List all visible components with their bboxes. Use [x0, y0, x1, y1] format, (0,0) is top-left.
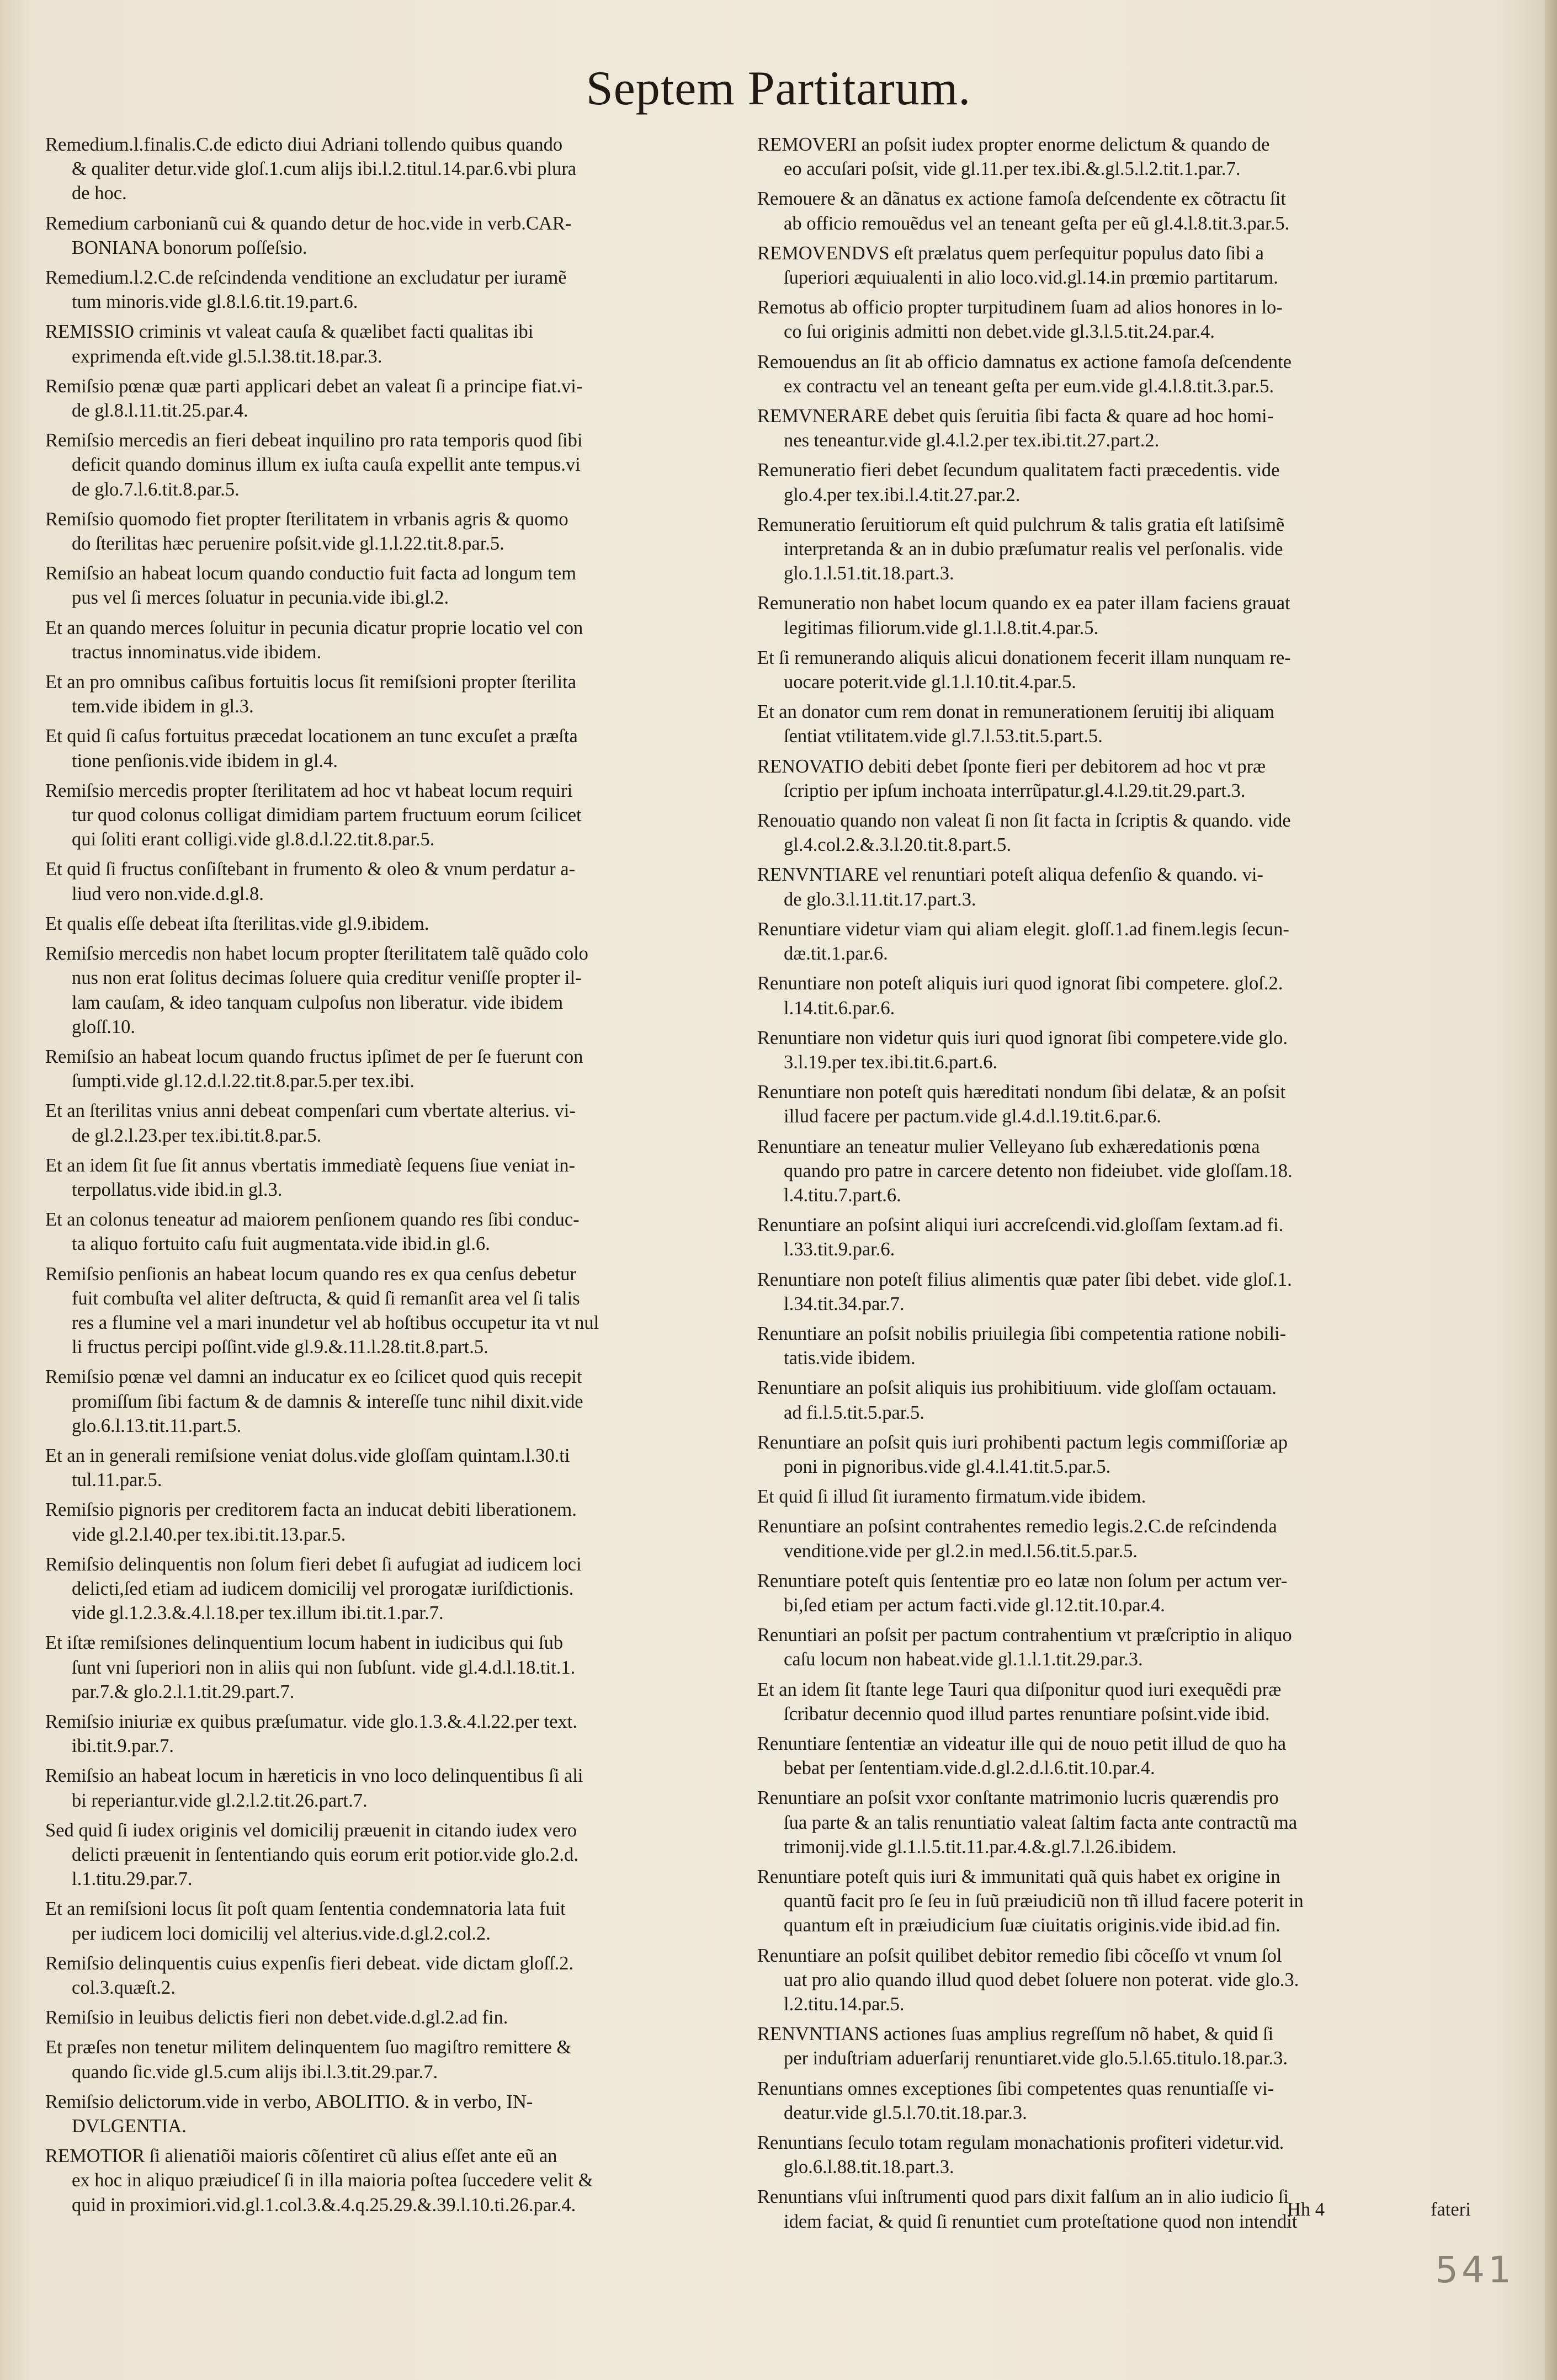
entry-line: quid in proximiori.vid.gl.1.col.3.&.4.q.25.29.&.39.l.10.ti.26.par.4.: [72, 2194, 576, 2216]
entry-line: tul.11.par.5.: [72, 1469, 162, 1491]
entry-line: tum minoris.vide gl.8.l.6.tit.19.part.6.: [72, 291, 358, 313]
entry-line: Et an pro omnibus caſibus fortuitis locus ſit remiſsioni propter ſterilita: [45, 672, 577, 693]
entry-line: REMOVENDVS eſt prælatus quem perſequitur populus dato ſibi a: [757, 242, 1264, 264]
entry-line: Renuntiare an poſsit aliquis ius prohibitiuum. vide gloſſam octauam.: [757, 1377, 1277, 1399]
entry-line: do ſterilitas hæc peruenire poſsit.vide gl.1.l.22.tit.8.par.5.: [72, 533, 504, 555]
entry-line: terpollatus.vide ibid.in gl.3.: [72, 1179, 283, 1200]
index-entry: [45, 1897, 746, 1945]
entry-line: ſcribatur decennio quod illud partes renuntiare poſsint.vide ibid.: [784, 1703, 1270, 1724]
entry-line: quantum eſt in præiudicium ſuæ ciuitatis originis.vide ibid.ad fin.: [784, 1915, 1280, 1936]
index-entry: [757, 1213, 1491, 1261]
entry-line: ſcriptio per ipſum inchoata interrũpatur.gl.4.l.29.tit.29.part.3.: [784, 780, 1246, 801]
entry-line: poni in pignoribus.vide gl.4.l.41.tit.5.par.5.: [784, 1456, 1111, 1477]
entry-line: Sed quid ſi iudex originis vel domicilij præuenit in citando iudex vero: [45, 1819, 577, 1841]
entry-line: Renuntians omnes exceptiones ſibi competentes quas renuntiaſſe vi-: [757, 2078, 1274, 2099]
entry-line: Et an ſterilitas vnius anni debeat compenſari cum vbertate alterius. vi-: [45, 1100, 576, 1122]
index-entry: [45, 1818, 746, 1892]
entry-line: gl.4.col.2.&.3.l.20.tit.8.part.5.: [784, 834, 1012, 856]
index-entry: [45, 428, 746, 502]
index-entry: [757, 700, 1491, 748]
entry-line: ad fi.l.5.tit.5.par.5.: [784, 1402, 924, 1423]
index-entry: [757, 646, 1491, 694]
entry-line: qui ſoliti erant colligi.vide gl.8.d.l.22.tit.8.par.5.: [72, 829, 435, 850]
index-entry: [757, 458, 1491, 507]
index-entry: [757, 1514, 1491, 1563]
index-entry: [45, 1365, 746, 1438]
entry-line: Renuntiare non poteſt filius alimentis quæ pater ſibi debet. vide gloſ.1.: [757, 1269, 1292, 1290]
index-entry: [45, 1045, 746, 1093]
index-entry: [45, 912, 746, 936]
entry-line: ta aliquo fortuito caſu fuit augmentata.vide ibid.in gl.6.: [72, 1233, 490, 1255]
entry-line: Remiſsio pœnæ vel damni an inducatur ex eo ſcilicet quod quis recepit: [45, 1366, 582, 1388]
entry-line: Renouatio quando non valeat ſi non ſit facta in ſcriptis & quando. vide: [757, 810, 1291, 832]
index-entry: [757, 187, 1491, 235]
entry-line: glo.1.l.51.tit.18.part.3.: [784, 563, 954, 584]
index-entry: [45, 211, 746, 260]
entry-line: Renuntiare poteſt quis ſententiæ pro eo latæ non ſolum per actum ver-: [757, 1570, 1288, 1591]
entry-line: Remiſsio mercedis propter ſterilitatem ad hoc vt habeat locum requiri: [45, 780, 573, 801]
entry-line: Remouere & an dãnatus ex actione famoſa deſcendente ex cõtractu ſit: [757, 188, 1286, 210]
entry-line: deficit quando dominus illum ex iuſta cauſa expellit ante tempus.vi: [72, 454, 581, 476]
entry-line: Et an in generali remiſsione veniat dolus.vide gloſſam quintam.l.30.ti: [45, 1445, 570, 1466]
entry-line: Et quid ſi fructus conſiſtebant in frumento & oleo & vnum perdatur a-: [45, 859, 576, 880]
entry-line: par.7.& glo.2.l.1.tit.29.part.7.: [72, 1681, 295, 1702]
entry-line: res a flumine vel a mari inundetur vel ab hoſtibus occupetur ita vt nul: [72, 1312, 599, 1333]
entry-line: Remiſsio mercedis non habet locum propter ſterilitatem talẽ quãdo colo: [45, 943, 588, 965]
index-entry: [45, 374, 746, 423]
index-entry: [45, 1552, 746, 1626]
entry-line: ſua parte & an talis renuntiatio valeat ſaltim facta ante contractũ ma: [784, 1812, 1298, 1833]
index-entry: [45, 507, 746, 556]
entry-line: de gl.8.l.11.tit.25.par.4.: [72, 400, 248, 422]
entry-line: Remiſsio delinquentis cuius expenſis fieri debeat. vide dictam gloſſ.2.: [45, 1952, 574, 1974]
entry-line: Renuntiare ſententiæ an videatur ille qui de nouo petit illud de quo ha: [757, 1733, 1287, 1754]
entry-line: Remiſsio an habeat locum quando fructus ipſimet de per ſe fuerunt con: [45, 1046, 583, 1067]
entry-line: per iudicem loci domicilij vel alterius.vide.d.gl.2.col.2.: [72, 1923, 491, 1944]
index-entry: [757, 1135, 1491, 1208]
index-entry: [757, 971, 1491, 1020]
index-entry: [45, 857, 746, 906]
entry-line: ex hoc in aliquo præiudiceſ ſi in illa maioria poſtea ſuccedere velit &: [72, 2170, 593, 2191]
entry-line: tur quod colonus colligat dimidiam partem fructuum eorum ſcilicet: [72, 805, 582, 826]
entry-line: REMOVERI an poſsit iudex propter enorme delictum & quando de: [757, 134, 1270, 155]
entry-line: Remotus ab officio propter turpitudinem ſuam ad alios honores in lo-: [757, 297, 1283, 318]
entry-line: per induſtriam aduerſarij renuntiaret.vide glo.5.l.65.titulo.18.par.3.: [784, 2048, 1288, 2069]
entry-line: promiſſum ſibi factum & de damnis & intereſſe tunc nihil dixit.vide: [72, 1391, 583, 1412]
index-entry: [45, 1099, 746, 1147]
entry-line: tem.vide ibidem in gl.3.: [72, 696, 254, 717]
entry-line: Remiſsio in leuibus delictis fieri non debet.vide.d.gl.2.ad fin.: [45, 2007, 508, 2028]
entry-line: pus vel ſi merces ſoluatur in pecunia.vide ibi.gl.2.: [72, 587, 449, 609]
entry-line: RENOVATIO debiti debet ſponte fieri per debitorem ad hoc vt præ: [757, 755, 1266, 777]
entry-line: Remouendus an ſit ab officio damnatus ex actione famoſa deſcendente: [757, 351, 1292, 372]
index-entry: [45, 132, 746, 206]
index-entry: [45, 2005, 746, 2030]
index-entry: [757, 1484, 1491, 1509]
index-entry: [757, 917, 1491, 966]
entry-line: Remedium.l.finalis.C.de edicto diui Adriani tollendo quibus quando: [45, 134, 563, 155]
entry-line: Et quid ſi caſus fortuitus præcedat locationem an tunc excuſet a præſta: [45, 726, 578, 747]
entry-line: Renuntiare an poſsit vxor conſtante matrimonio lucris quærendis pro: [757, 1787, 1279, 1809]
entry-line: Renuntiare non poteſt aliquis iuri quod ignorat ſibi competere. gloſ.2.: [757, 973, 1283, 994]
index-entry: [757, 2131, 1491, 2179]
index-entry: [757, 2022, 1491, 2070]
catchword: fateri: [1431, 2199, 1471, 2220]
entry-line: Remiſsio pignoris per creditorem facta an inducat debiti liberationem.: [45, 1499, 577, 1521]
entry-line: quantũ facit pro ſe ſeu in ſuũ præiudiciũ non tñ illud facere poterit in: [784, 1891, 1304, 1912]
entry-line: l.14.tit.6.par.6.: [784, 997, 895, 1019]
entry-line: tione penſionis.vide ibidem in gl.4.: [72, 750, 338, 771]
entry-line: l.33.tit.9.par.6.: [784, 1239, 895, 1260]
entry-line: col.3.quæſt.2.: [72, 1977, 176, 1999]
entry-line: de gl.2.l.23.per tex.ibi.tit.8.par.5.: [72, 1125, 322, 1146]
index-entry: [45, 2035, 746, 2084]
index-entry: [45, 670, 746, 718]
entry-line: ibi.tit.9.par.7.: [72, 1735, 174, 1757]
entry-line: venditione.vide per gl.2.in med.l.56.tit.5.par.5.: [784, 1540, 1138, 1562]
entry-line: glo.6.l.88.tit.18.part.3.: [784, 2157, 954, 2178]
entry-line: Renuntiare an teneatur mulier Velleyano ſub exhæredationis pœna: [757, 1136, 1260, 1157]
entry-line: Renuntians vſui inſtrumenti quod pars dixit falſum an in alio iudicio ſi: [757, 2186, 1289, 2208]
entry-line: Et an colonus teneatur ad maiorem penſionem quando res ſibi conduc-: [45, 1209, 580, 1231]
entry-line: REMVNERARE debet quis ſeruitia ſibi facta & quare ad hoc homi-: [757, 406, 1274, 427]
entry-line: illud facere per pactum.vide gl.4.d.l.19.tit.6.par.6.: [784, 1106, 1162, 1127]
entry-line: ex contractu vel an teneant geſta per eum.vide gl.4.l.8.tit.3.par.5.: [784, 375, 1274, 397]
index-entry: [45, 1764, 746, 1812]
index-entry: [45, 1153, 746, 1202]
right-column: [757, 132, 1491, 2239]
entry-line: Et ſi remunerando aliquis alicui donationem fecerit illam nunquam re-: [757, 647, 1291, 668]
entry-line: Renuntians ſeculo totam regulam monachationis profiteri videtur.vid.: [757, 2132, 1284, 2154]
entry-line: Remiſsio pœnæ quæ parti applicari debet an valeat ſi a principe fiat.vi-: [45, 375, 583, 397]
entry-line: exprimenda eſt.vide gl.5.l.38.tit.18.par.3.: [72, 345, 382, 367]
entry-line: deatur.vide gl.5.l.70.tit.18.par.3.: [784, 2102, 1027, 2123]
entry-line: uocare poterit.vide gl.1.l.10.tit.4.par.5.: [784, 672, 1076, 693]
index-entry: [757, 350, 1491, 398]
index-entry: [45, 1631, 746, 1704]
index-entry: [45, 265, 746, 314]
entry-line: Et qualis eſſe debeat iſta ſterilitas.vide gl.9.ibidem.: [45, 913, 429, 934]
index-entry: [45, 2144, 746, 2217]
entry-line: quando pro patre in carcere detento non fideiubet. vide gloſſam.18.: [784, 1160, 1293, 1181]
entry-line: Remuneratio fieri debet ſecundum qualitatem facti præcedentis. vide: [757, 460, 1280, 481]
index-entry: [757, 1678, 1491, 1726]
entry-line: de glo.7.l.6.tit.8.par.5.: [72, 478, 240, 500]
entry-line: 3.l.19.per tex.ibi.tit.6.part.6.: [784, 1051, 998, 1073]
index-entry: [757, 1865, 1491, 1938]
entry-line: Renuntiare an poſsit quis iuri prohibenti pactum legis commiſſoriæ ap: [757, 1431, 1288, 1453]
index-entry: [757, 2076, 1491, 2125]
entry-line: Et an remiſsioni locus ſit poſt quam ſententia condemnatoria lata fuit: [45, 1898, 566, 1920]
entry-line: interpretanda & an in dubio præſumatur realis vel perſonalis. vide: [784, 539, 1283, 560]
entry-line: REMISSIO criminis vt valeat cauſa & quælibet facti qualitas ibi: [45, 321, 534, 343]
entry-line: ab officio remouẽdus vel an teneant geſta per eũ gl.4.l.8.tit.3.par.5.: [784, 212, 1290, 234]
entry-line: delicti præuenit in ſententiando quis eorum erit potior.vide glo.2.d.: [72, 1844, 578, 1865]
index-entry: [45, 616, 746, 664]
entry-line: Renuntiare videtur viam qui aliam elegit. gloſſ.1.ad finem.legis ſecun-: [757, 918, 1289, 940]
entry-line: Et an idem ſit ſue ſit annus vbertatis immediatè ſequens ſiue veniat in-: [45, 1154, 576, 1176]
entry-line: Renuntiare an poſsint aliqui iuri accreſcendi.vid.gloſſam ſextam.ad fi.: [757, 1215, 1284, 1236]
entry-line: de glo.3.l.11.tit.17.part.3.: [784, 888, 976, 910]
entry-line: li fructus percipi poſſint.vide gl.9.&.11.l.28.tit.8.part.5.: [72, 1337, 488, 1358]
entry-line: Et iſtæ remiſsiones delinquentium locum habent in iudicibus qui ſub: [45, 1632, 564, 1654]
index-entry: [45, 2090, 746, 2138]
entry-line: Et an donator cum rem donat in remunerationem ſeruitij ibi aliquam: [757, 701, 1274, 723]
index-entry: [757, 1026, 1491, 1074]
index-entry: [757, 404, 1491, 452]
index-entry: [45, 1444, 746, 1492]
index-entry: [45, 1951, 746, 2000]
pencil-folio-note: 541: [1435, 2249, 1515, 2291]
entry-line: idem faciat, & quid ſi renuntiet cum proteſtatione quod non intendit: [784, 2211, 1298, 2232]
entry-line: Remiſsio penſionis an habeat locum quando res ex qua cenſus debetur: [45, 1263, 576, 1285]
entry-line: Et an idem ſit ſtante lege Tauri qua diſponitur quod iuri exequẽdi præ: [757, 1679, 1282, 1700]
entry-line: bebat per ſententiam.vide.d.gl.2.d.l.6.tit.10.par.4.: [784, 1758, 1155, 1779]
entry-line: nus non erat ſolitus decimas ſoluere quia creditur veniſſe propter il-: [72, 967, 582, 989]
entry-line: uat pro alio quando illud quod debet ſoluere non poterat. vide glo.3.: [784, 1969, 1299, 1990]
entry-line: RENVNTIARE vel renuntiari poteſt aliqua defenſio & quando. vi-: [757, 864, 1263, 886]
entry-line: caſu locum non habeat.vide gl.1.l.1.tit.29.par.3.: [784, 1649, 1143, 1670]
index-entry: [45, 1262, 746, 1360]
index-entry: [757, 1569, 1491, 1617]
entry-line: Renuntiare an poſsit quilibet debitor remedio ſibi cõceſſo vt vnum ſol: [757, 1945, 1282, 1966]
entry-line: bi,ſed etiam per actum facti.vide gl.12.tit.10.par.4.: [784, 1594, 1165, 1616]
left-column: [45, 132, 746, 2223]
entry-line: Et quid ſi illud ſit iuramento firmatum.vide ibidem.: [757, 1486, 1146, 1508]
entry-line: ſumpti.vide gl.12.d.l.22.tit.8.par.5.per tex.ibi.: [72, 1071, 415, 1092]
entry-line: Et an quando merces ſoluitur in pecunia dicatur proprie locatio vel con: [45, 617, 583, 638]
entry-line: BONIANA bonorum poſſeſsio.: [72, 237, 307, 258]
entry-line: ſunt vni ſuperiori non in aliis qui non ſubſunt. vide gl.4.d.l.18.tit.1.: [72, 1657, 576, 1678]
entry-line: lam cauſam, & ideo tanquam culpoſus non liberatur. vide ibidem: [72, 992, 564, 1013]
index-entry: [45, 724, 746, 773]
entry-line: Renuntiare poteſt quis iuri & immunitati quã quis habet ex origine in: [757, 1866, 1280, 1887]
index-entry: [757, 1080, 1491, 1128]
entry-line: Remedium carbonianũ cui & quando detur de hoc.vide in verb.CAR-: [45, 212, 572, 234]
index-entry: [757, 862, 1491, 911]
entry-line: Remuneratio non habet locum quando ex ea pater illam faciens grauat: [757, 593, 1290, 614]
entry-line: Renuntiare non poteſt quis hæreditati nondum ſibi delatæ, & an poſsit: [757, 1082, 1286, 1103]
entry-line: Remedium.l.2.C.de reſcindenda venditione an excludatur per iuramẽ: [45, 267, 567, 289]
index-entry: [757, 2185, 1491, 2233]
entry-line: DVLGENTIA.: [72, 2116, 187, 2137]
entry-line: glo.6.l.13.tit.11.part.5.: [72, 1415, 242, 1436]
entry-line: Remiſsio an habeat locum in hæreticis in vno loco delinquentibus ſi ali: [45, 1765, 583, 1787]
index-entry: [45, 1710, 746, 1758]
entry-line: Et præſes non tenetur militem delinquentem ſuo magiſtro remittere &: [45, 2037, 572, 2058]
index-entry: [757, 241, 1491, 290]
index-entry: [757, 1268, 1491, 1316]
entry-line: quando ſic.vide gl.5.cum alijs ibi.l.3.tit.29.par.7.: [72, 2061, 438, 2083]
entry-line: ſentiat vtilitatem.vide gl.7.l.53.tit.5.part.5.: [784, 726, 1103, 747]
signature-mark: Hh 4: [1287, 2199, 1325, 2220]
index-entry: [757, 1430, 1491, 1479]
index-entry: [45, 941, 746, 1039]
index-entry: [45, 1498, 746, 1546]
entry-line: Renuntiare an poſsint contrahentes remedio legis.2.C.de reſcindenda: [757, 1516, 1277, 1537]
entry-line: l.34.tit.34.par.7.: [784, 1293, 905, 1314]
page-edge: [1545, 0, 1557, 2380]
index-entry: [45, 779, 746, 852]
entry-line: Remiſsio iniuriæ ex quibus præſumatur. vide glo.1.3.&.4.l.22.per text.: [45, 1711, 578, 1732]
entry-line: eo accuſari poſsit, vide gl.11.per tex.ibi.&.gl.5.l.2.tit.1.par.7.: [784, 158, 1241, 180]
entry-line: de hoc.: [72, 183, 127, 204]
index-entry: [757, 1786, 1491, 1859]
index-entry: [45, 320, 746, 368]
entry-line: bi reperiantur.vide gl.2.l.2.tit.26.part.7.: [72, 1790, 368, 1811]
index-entry: [757, 132, 1491, 181]
entry-line: l.4.titu.7.part.6.: [784, 1184, 901, 1206]
entry-line: REMOTIOR ſi alienatiõi maioris cõſentiret cũ alius eſſet ante eũ an: [45, 2145, 557, 2167]
entry-line: trimonij.vide gl.1.l.5.tit.11.par.4.&.gl.7.l.26.ibidem.: [784, 1836, 1177, 1857]
entry-line: liud vero non.vide.d.gl.8.: [72, 883, 264, 904]
entry-line: Renuntiare an poſsit nobilis priuilegia ſibi competentia ratione nobili-: [757, 1323, 1287, 1344]
index-entry: [757, 591, 1491, 640]
index-entry: [45, 561, 746, 610]
entry-line: delicti,ſed etiam ad iudicem domicilij vel prorogatæ iuriſdictionis.: [72, 1578, 574, 1599]
index-entry: [757, 295, 1491, 344]
index-entry: [45, 1207, 746, 1256]
entry-line: fuit combuſta vel aliter deſtructa, & quid ſi remanſit area vel ſi talis: [72, 1287, 580, 1309]
entry-line: gloſſ.10.: [72, 1016, 136, 1037]
entry-line: RENVNTIANS actiones ſuas amplius regreſſum nõ habet, & quid ſi: [757, 2024, 1274, 2045]
entry-line: Renuntiari an poſsit per pactum contrahentium vt præſcriptio in aliquo: [757, 1625, 1292, 1646]
index-entry: [757, 754, 1491, 803]
entry-line: tractus innominatus.vide ibidem.: [72, 641, 322, 663]
entry-line: Renuntiare non videtur quis iuri quod ignorat ſibi competere.vide glo.: [757, 1027, 1288, 1048]
entry-line: ſuperiori æquiualenti in alio loco.vid.gl.14.in prœmio partitarum.: [784, 267, 1278, 289]
entry-line: Remiſsio delinquentis non ſolum fieri debet ſi aufugiat ad iudicem loci: [45, 1553, 582, 1575]
entry-line: tatis.vide ibidem.: [784, 1348, 916, 1369]
index-entry: [757, 1322, 1491, 1370]
index-entry: [757, 513, 1491, 586]
entry-line: & qualiter detur.vide gloſ.1.cum alijs ibi.l.2.titul.14.par.6.vbi plura: [72, 158, 577, 180]
index-entry: [757, 808, 1491, 857]
entry-line: vide gl.1.2.3.&.4.l.18.per tex.illum ibi.tit.1.par.7.: [72, 1602, 444, 1624]
index-entry: [757, 1944, 1491, 2017]
entry-line: Remuneratio ſeruitiorum eſt quid pulchrum & talis gratia eſt latiſsimẽ: [757, 514, 1285, 535]
entry-line: Remiſsio delictorum.vide in verbo, ABOLITIO. & in verbo, IN-: [45, 2091, 533, 2112]
index-entry: [757, 1623, 1491, 1671]
entry-line: l.1.titu.29.par.7.: [72, 1868, 193, 1890]
entry-line: legitimas filiorum.vide gl.1.l.8.tit.4.par.5.: [784, 617, 1099, 638]
entry-line: Remiſsio quomodo fiet propter ſterilitatem in vrbanis agris & quomo: [45, 508, 568, 530]
entry-line: Remiſsio mercedis an fieri debeat inquilino pro rata temporis quod ſibi: [45, 430, 583, 451]
entry-line: co ſui originis admitti non debet.vide gl.3.l.5.tit.24.par.4.: [784, 321, 1215, 343]
entry-line: l.2.titu.14.par.5.: [784, 1994, 905, 2015]
index-entry: [757, 1376, 1491, 1424]
entry-line: nes teneantur.vide gl.4.l.2.per tex.ibi.tit.27.part.2.: [784, 430, 1160, 451]
index-entry: [757, 1732, 1491, 1780]
entry-line: glo.4.per tex.ibi.l.4.tit.27.par.2.: [784, 484, 1021, 505]
entry-line: vide gl.2.l.40.per tex.ibi.tit.13.par.5.: [72, 1524, 346, 1545]
entry-line: dæ.tit.1.par.6.: [784, 943, 888, 965]
entry-line: Remiſsio an habeat locum quando conductio fuit facta ad longum tem: [45, 563, 576, 584]
running-header: Septem Partitarum.: [586, 62, 971, 115]
